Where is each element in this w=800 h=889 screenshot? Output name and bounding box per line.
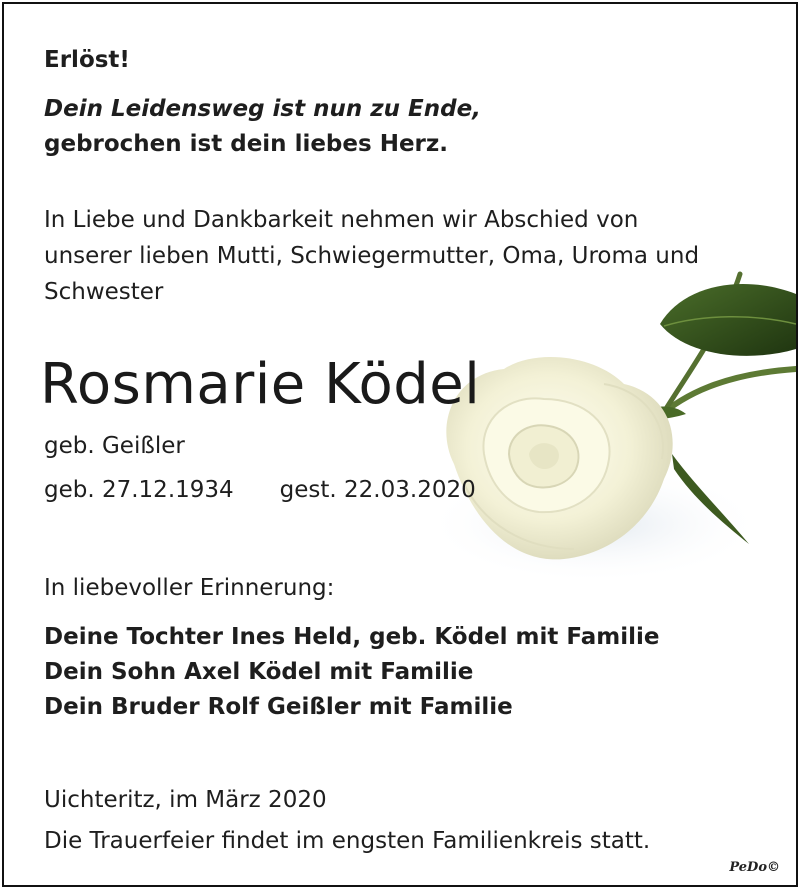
- mourner-line: Dein Bruder Rolf Geißler mit Familie: [44, 694, 513, 720]
- verse-line-2: gebrochen ist dein liebes Herz.: [44, 131, 449, 157]
- mourner-line: Dein Sohn Axel Ködel mit Familie: [44, 659, 474, 685]
- intro-line-2: unserer lieben Mutti, Schwiegermutter, Oma, Uroma und: [44, 243, 700, 269]
- intro-line-3: Schwester: [44, 279, 164, 305]
- ceremony-note: Die Trauerfeier findet im engsten Familienkreis statt.: [44, 828, 651, 854]
- deceased-name: Rosmarie Ködel: [40, 352, 481, 417]
- memory-heading: In liebevoller Erinnerung:: [44, 575, 335, 601]
- exclamation-heading: Erlöst!: [44, 47, 130, 73]
- place-date: Uichteritz, im März 2020: [44, 787, 327, 813]
- birth-date: geb. 27.12.1934: [44, 477, 234, 503]
- obituary-frame: [2, 2, 798, 887]
- designer-signature: PeDo©: [729, 860, 780, 875]
- maiden-name: geb. Geißler: [44, 433, 185, 459]
- life-dates: [44, 476, 476, 504]
- intro-line-1: In Liebe und Dankbarkeit nehmen wir Abschied von: [44, 207, 639, 233]
- death-date: gest. 22.03.2020: [279, 477, 476, 503]
- mourner-line: Deine Tochter Ines Held, geb. Ködel mit Familie: [44, 624, 660, 650]
- white-rose-image: [424, 254, 796, 604]
- verse-line-1: Dein Leidensweg ist nun zu Ende,: [44, 96, 481, 122]
